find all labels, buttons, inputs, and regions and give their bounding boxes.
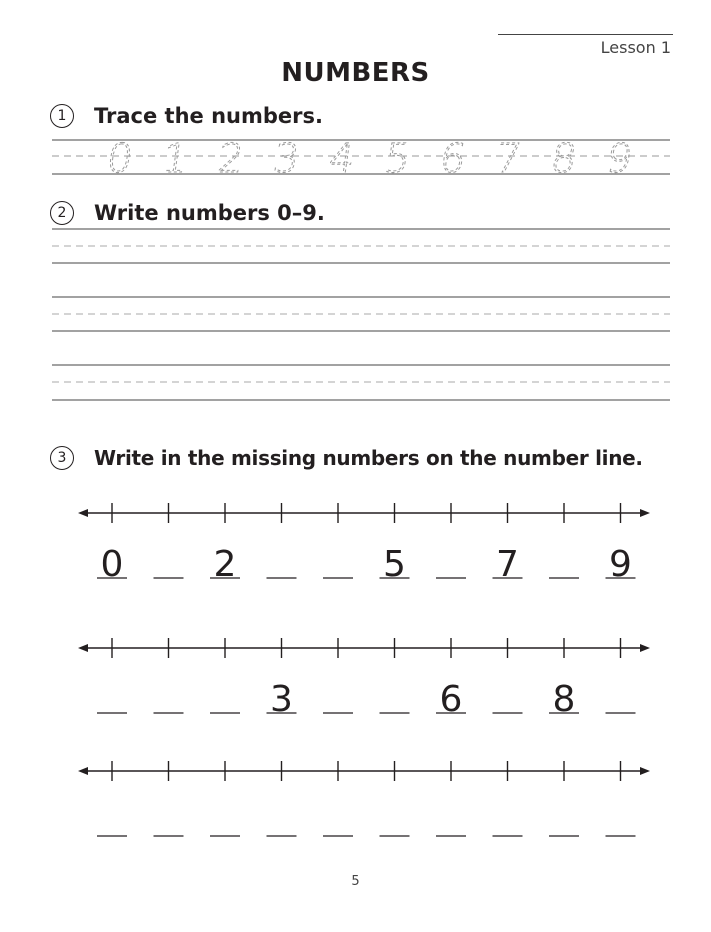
page-title: NUMBERS xyxy=(281,58,430,88)
left-arrow-icon xyxy=(78,509,88,517)
section-2-title: Write numbers 0–9. xyxy=(94,201,325,225)
right-arrow-icon xyxy=(640,767,650,775)
number-line-1 xyxy=(78,503,650,585)
number-line-label: 5 xyxy=(383,544,406,585)
number-line-label: 3 xyxy=(270,679,293,720)
trace-digit-0: 0 xyxy=(103,136,136,182)
number-line-label: 7 xyxy=(496,544,519,585)
trace-digit-2: 2 xyxy=(214,136,247,182)
page-number: 5 xyxy=(351,874,360,889)
left-arrow-icon xyxy=(78,644,88,652)
trace-digit-5: 5 xyxy=(381,136,414,182)
trace-digit-4: 4 xyxy=(325,136,358,182)
right-arrow-icon xyxy=(640,509,650,517)
right-arrow-icon xyxy=(640,644,650,652)
section-3-title: Write in the missing numbers on the number line. xyxy=(94,446,643,470)
number-line-3 xyxy=(78,761,650,836)
section-2-number-badge: 2 xyxy=(50,201,74,225)
trace-digit-3: 3 xyxy=(270,136,303,182)
number-line-label: 2 xyxy=(213,544,237,585)
number-line-label: 6 xyxy=(439,679,463,720)
trace-digit-6: 6 xyxy=(436,136,469,182)
left-arrow-icon xyxy=(78,767,88,775)
lesson-label: Lesson 1 xyxy=(600,38,671,57)
number-line-label: 0 xyxy=(100,544,124,585)
section-1-number-badge: 1 xyxy=(50,104,74,128)
section-3-number-badge: 3 xyxy=(50,446,74,470)
number-line-2 xyxy=(78,638,650,720)
trace-digit-9: 9 xyxy=(603,136,636,182)
trace-digit-8: 8 xyxy=(547,136,580,182)
number-line-label: 9 xyxy=(609,544,632,585)
number-line-label: 8 xyxy=(552,679,576,720)
trace-digit-1: 1 xyxy=(159,136,192,182)
section-1-title: Trace the numbers. xyxy=(94,104,323,128)
trace-digit-7: 7 xyxy=(492,136,525,182)
